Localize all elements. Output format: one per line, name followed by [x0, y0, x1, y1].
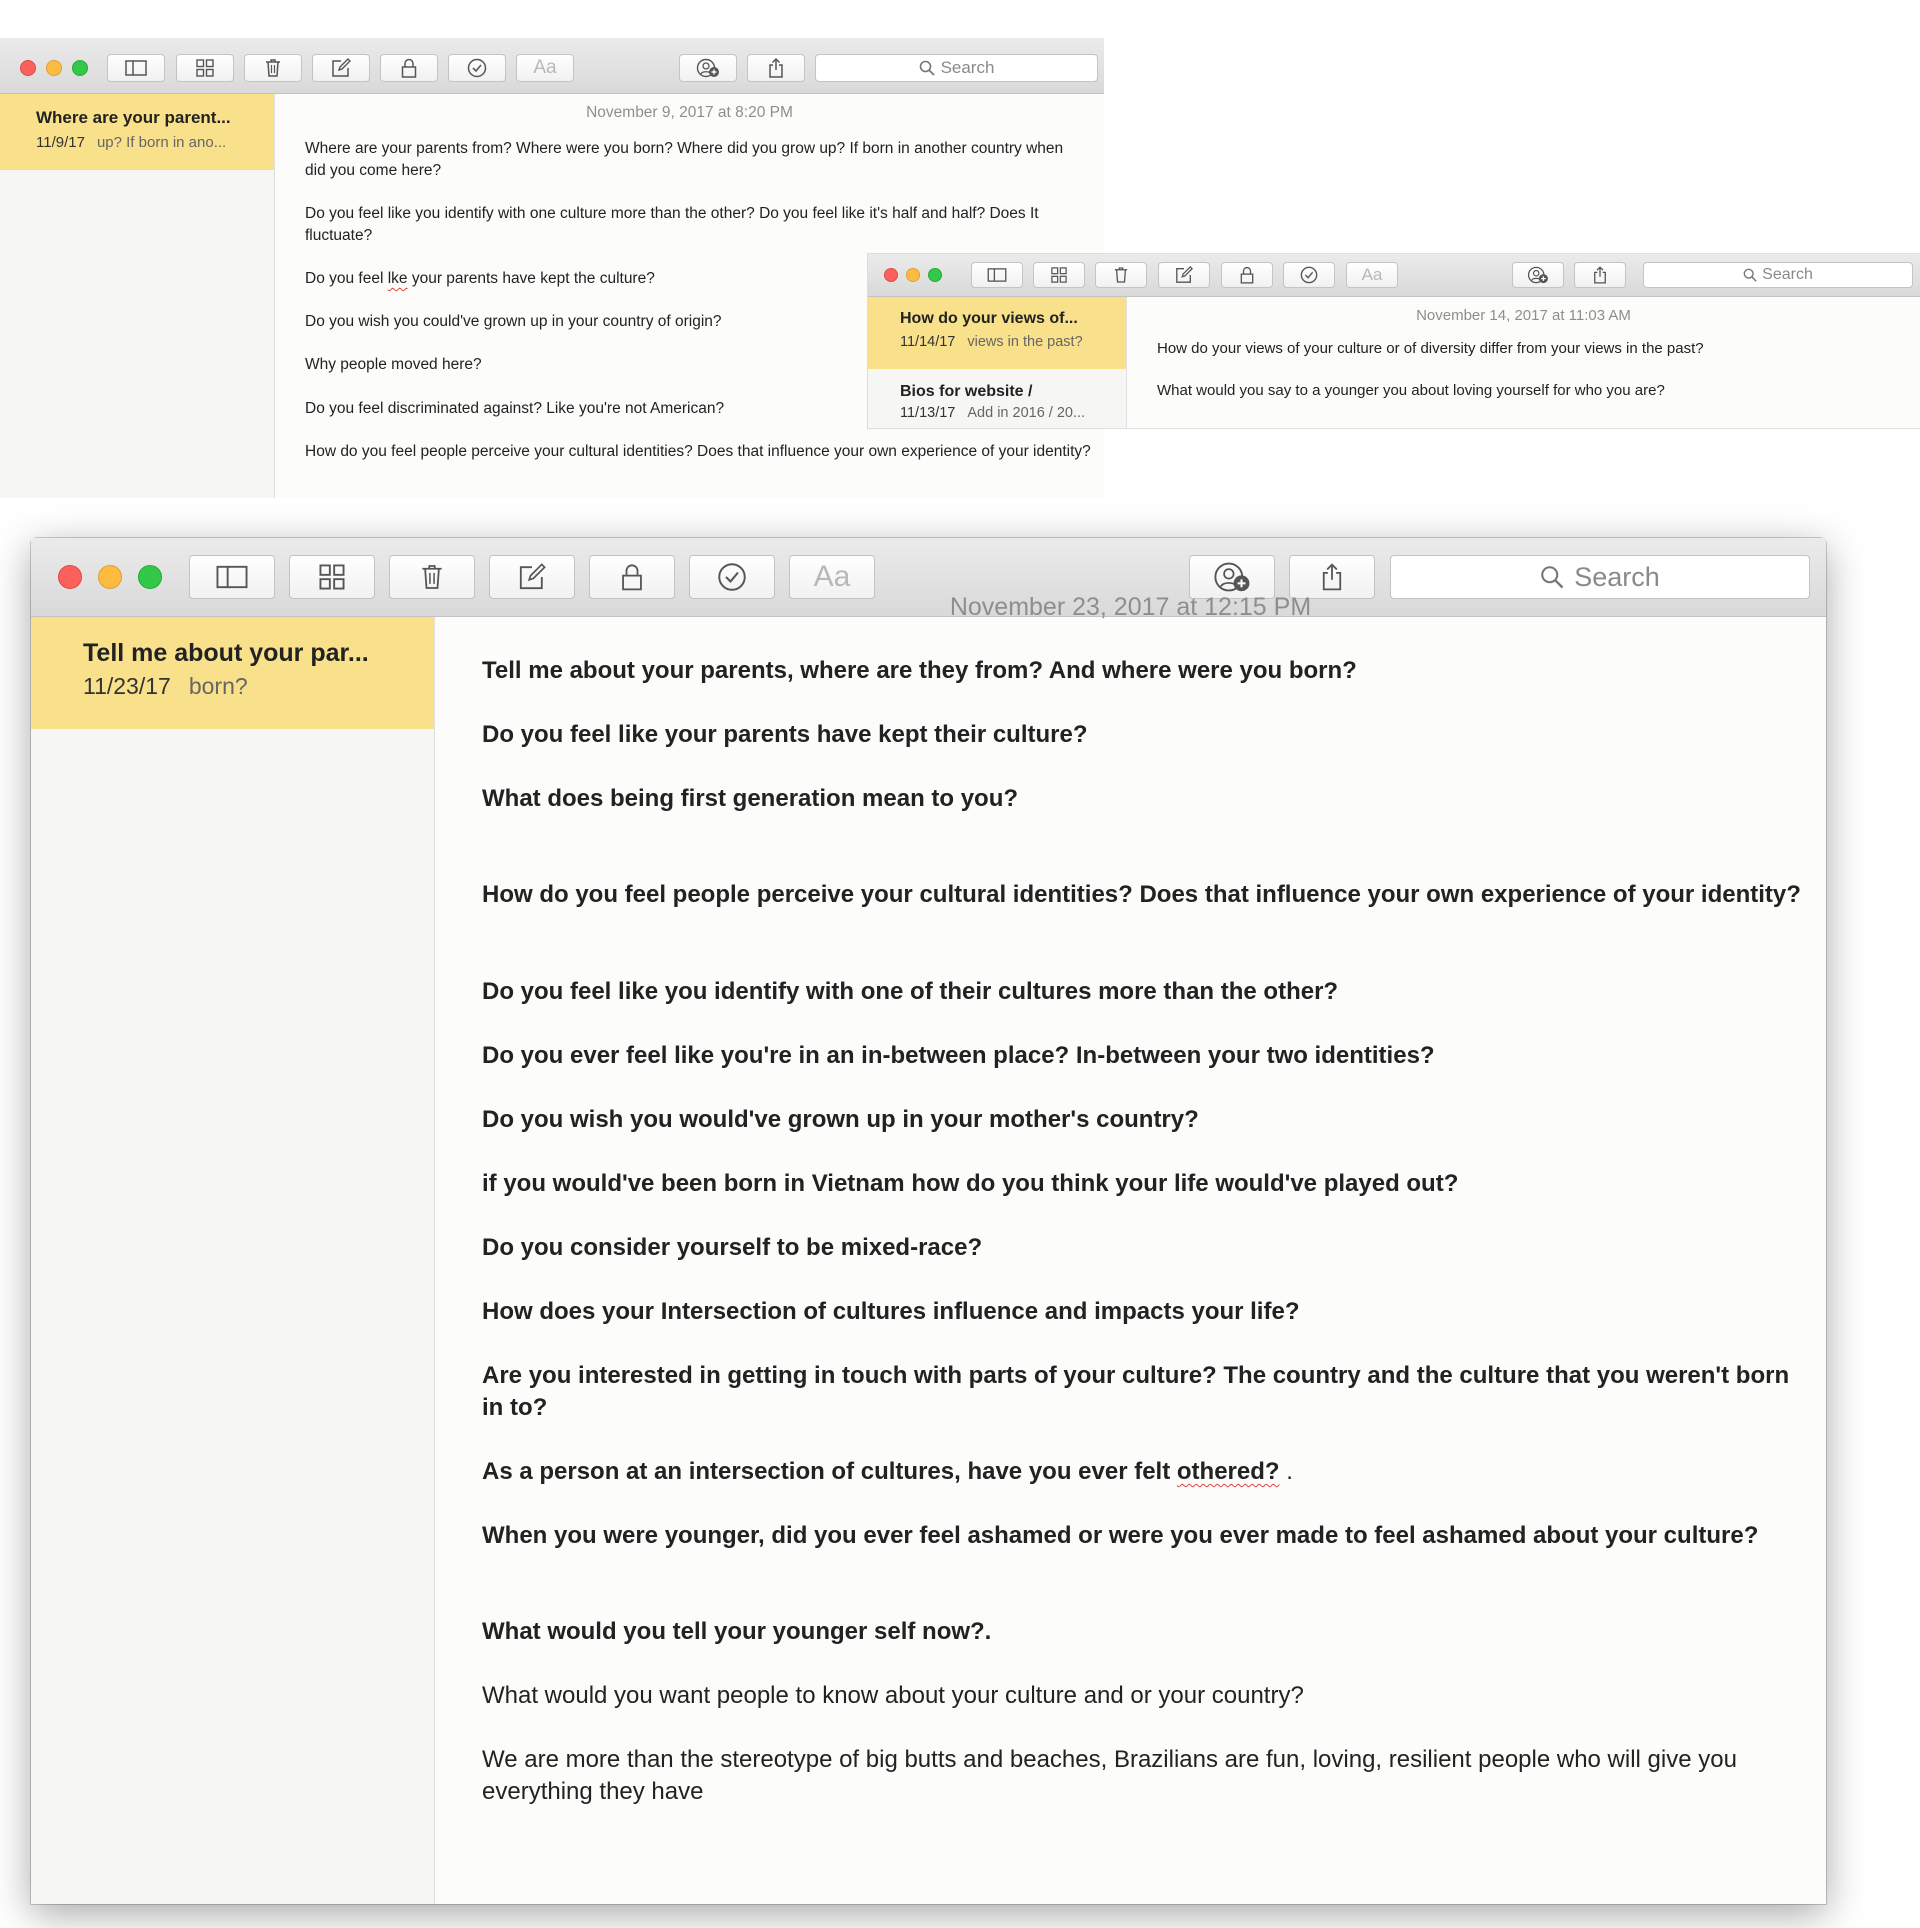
window-2-toolbar	[868, 254, 1920, 297]
note-paragraph: What would you tell your younger self now?.	[482, 1618, 992, 1645]
note-paragraph: Are you interested in getting in touch with parts of your culture? The country and the culture that you weren't born in to?	[482, 1362, 1790, 1421]
note-timestamp: November 23, 2017 at 12:15 PM	[949, 593, 1312, 621]
search-icon	[1540, 565, 1564, 589]
add-people-icon	[1527, 266, 1549, 284]
gallery-grid-icon	[196, 59, 214, 77]
note-timestamp: November 9, 2017 at 8:20 PM	[586, 104, 793, 121]
gallery-view-button[interactable]	[176, 54, 234, 82]
add-people-icon	[696, 58, 720, 78]
note-paragraph: What would you want people to know about your culture and or your country?	[482, 1682, 1304, 1709]
note-editor[interactable]	[435, 593, 1826, 1904]
note-meta	[900, 405, 1085, 421]
sidebar-toggle-button[interactable]	[971, 262, 1023, 288]
search-field[interactable]	[1643, 262, 1913, 288]
note-paragraph: What would you say to a younger you about loving yourself for who you are?	[1157, 382, 1665, 399]
note-meta	[36, 134, 226, 151]
note-list-item[interactable]	[868, 297, 1126, 369]
note-paragraph-text: Do you feel	[305, 270, 388, 287]
sidebar-toggle-icon	[125, 60, 147, 76]
sidebar-toggle-icon	[216, 565, 248, 589]
format-label: Aa	[1361, 265, 1383, 284]
note-paragraph: Do you ever feel like you're in an in-between place? In-between your two identities?	[482, 1042, 1435, 1069]
zoom-button[interactable]	[72, 60, 88, 76]
notes-window-main	[31, 538, 1826, 1904]
compose-icon	[1175, 266, 1193, 284]
trash-icon	[265, 58, 281, 78]
note-paragraph: How do you feel people perceive your cultural identities? Does that influence your own experience of your identity?	[482, 881, 1801, 908]
notes-window-2	[868, 254, 1920, 428]
note-paragraph: if you would've been born in Vietnam how do you think your life would've played out?	[482, 1170, 1459, 1197]
note-editor[interactable]	[1127, 297, 1920, 428]
trash-icon	[421, 563, 443, 591]
note-paragraph: Do you feel like you identify with one of their cultures more than the other?	[482, 978, 1339, 1005]
gallery-grid-icon	[1051, 267, 1067, 283]
note-title: Where are your parent...	[36, 108, 231, 127]
compose-button[interactable]	[1158, 262, 1210, 288]
note-paragraph: Tell me about your parents, where are they from? And where were you born?	[482, 657, 1357, 684]
delete-button[interactable]	[1095, 262, 1147, 288]
notes-list	[31, 617, 435, 1904]
sidebar-toggle-button[interactable]	[189, 555, 275, 599]
compose-icon	[331, 58, 351, 78]
note-paragraph: Do you feel discriminated against? Like you're not American?	[305, 400, 725, 417]
note-paragraph: Do you consider yourself to be mixed-race?	[482, 1234, 983, 1261]
search-placeholder: Search	[1762, 266, 1813, 283]
close-button[interactable]	[20, 60, 36, 76]
format-label: Aa	[813, 560, 851, 593]
note-paragraph: When you were younger, did you ever feel ashamed or were you ever made to feel ashamed about your culture?	[482, 1522, 1759, 1549]
note-title: Tell me about your par...	[83, 639, 369, 667]
search-icon	[919, 60, 935, 76]
lock-button[interactable]	[380, 54, 438, 82]
sidebar-toggle-button[interactable]	[107, 54, 165, 82]
note-date: 11/9/17	[36, 134, 85, 151]
misspelled-word[interactable]: lke	[387, 270, 408, 287]
share-icon	[1593, 266, 1607, 284]
note-paragraph: Do you wish you would've grown up in your mother's country?	[482, 1106, 1199, 1133]
compose-icon	[518, 563, 546, 591]
note-paragraph: Do you feel like your parents have kept their culture?	[482, 721, 1088, 748]
note-date: 11/14/17	[900, 334, 956, 350]
gallery-grid-icon	[319, 564, 345, 590]
window-1-toolbar	[0, 38, 1104, 94]
checklist-icon	[717, 562, 747, 592]
note-paragraph: Why people moved here?	[305, 356, 482, 373]
note-paragraph-text: As a person at an intersection of cultures, have you ever felt	[482, 1458, 1177, 1485]
note-preview: Add in 2016 / 20...	[967, 405, 1086, 421]
note-paragraph: How do you feel people perceive your cultural identities? Does that influence your own experience of your identity?	[305, 443, 1091, 460]
note-list-item[interactable]	[0, 94, 274, 170]
search-placeholder: Search	[940, 58, 995, 77]
format-button[interactable]	[1346, 262, 1398, 288]
close-button[interactable]	[884, 268, 898, 282]
lock-icon	[401, 58, 417, 78]
search-field[interactable]	[815, 54, 1098, 82]
share-icon	[1321, 562, 1343, 592]
gallery-view-button[interactable]	[1033, 262, 1085, 288]
checklist-button[interactable]	[1283, 262, 1335, 288]
note-date: 11/13/17	[900, 405, 956, 421]
note-meta	[83, 673, 248, 700]
zoom-button[interactable]	[928, 268, 942, 282]
note-paragraph	[482, 1456, 1812, 1488]
lock-icon	[621, 563, 643, 591]
note-paragraph: How does your Intersection of cultures influence and impacts your life?	[482, 1298, 1300, 1325]
compose-button[interactable]	[312, 54, 370, 82]
close-button[interactable]	[58, 565, 82, 589]
zoom-button[interactable]	[138, 565, 162, 589]
lock-icon	[1240, 266, 1254, 284]
note-meta	[900, 334, 1083, 350]
format-label: Aa	[533, 57, 557, 78]
gallery-view-button[interactable]	[289, 555, 375, 599]
note-paragraph: Do you feel like you identify with one culture more than the other? Do you feel like it's half and half? Does It fluctuate?	[305, 205, 1039, 244]
misspelled-word[interactable]: othered?	[1176, 1458, 1280, 1485]
format-button[interactable]	[516, 54, 574, 82]
search-icon	[1743, 268, 1757, 282]
minimize-button[interactable]	[46, 60, 62, 76]
note-paragraph-text: your parents have kept the culture?	[407, 270, 655, 287]
checklist-icon	[467, 58, 487, 78]
sidebar-toggle-icon	[987, 268, 1007, 282]
note-paragraph: How do your views of your culture or of diversity differ from your views in the past?	[1157, 340, 1704, 357]
share-button[interactable]	[747, 54, 805, 82]
note-preview: up? If born in ano...	[96, 134, 227, 151]
note-paragraph: Where are your parents from? Where were you born? Where did you grow up? If born in another country when did you come here?	[305, 140, 1064, 179]
checklist-button[interactable]	[448, 54, 506, 82]
note-timestamp: November 14, 2017 at 11:03 AM	[1416, 307, 1631, 324]
minimize-button[interactable]	[906, 268, 920, 282]
add-people-button[interactable]	[679, 54, 737, 82]
share-button[interactable]	[1574, 262, 1626, 288]
note-title: Bios for website /	[900, 383, 1033, 400]
search-placeholder: Search	[1574, 561, 1660, 592]
checklist-icon	[1300, 266, 1318, 284]
note-paragraph: We are more than the stereotype of big butts and beaches, Brazilians are fun, loving, resilient people who will give you everything they have	[482, 1746, 1737, 1805]
share-icon	[768, 58, 784, 78]
note-date: 11/23/17	[83, 673, 171, 699]
note-paragraph: What does being first generation mean to you?	[482, 785, 1019, 812]
notes-list	[0, 94, 275, 498]
delete-button[interactable]	[244, 54, 302, 82]
note-paragraph: Do you wish you could've grown up in your country of origin?	[305, 313, 722, 330]
add-people-icon	[1213, 561, 1251, 593]
trash-icon	[1114, 266, 1128, 284]
lock-button[interactable]	[1221, 262, 1273, 288]
note-list-item[interactable]	[868, 369, 1126, 428]
note-paragraph-text: .	[1279, 1458, 1293, 1485]
note-title: How do your views of...	[900, 310, 1078, 327]
note-preview: views in the past?	[967, 334, 1083, 350]
minimize-button[interactable]	[98, 565, 122, 589]
notes-list	[868, 297, 1127, 428]
note-list-item[interactable]	[31, 617, 434, 729]
add-people-button[interactable]	[1512, 262, 1564, 288]
note-preview: born?	[188, 673, 248, 699]
